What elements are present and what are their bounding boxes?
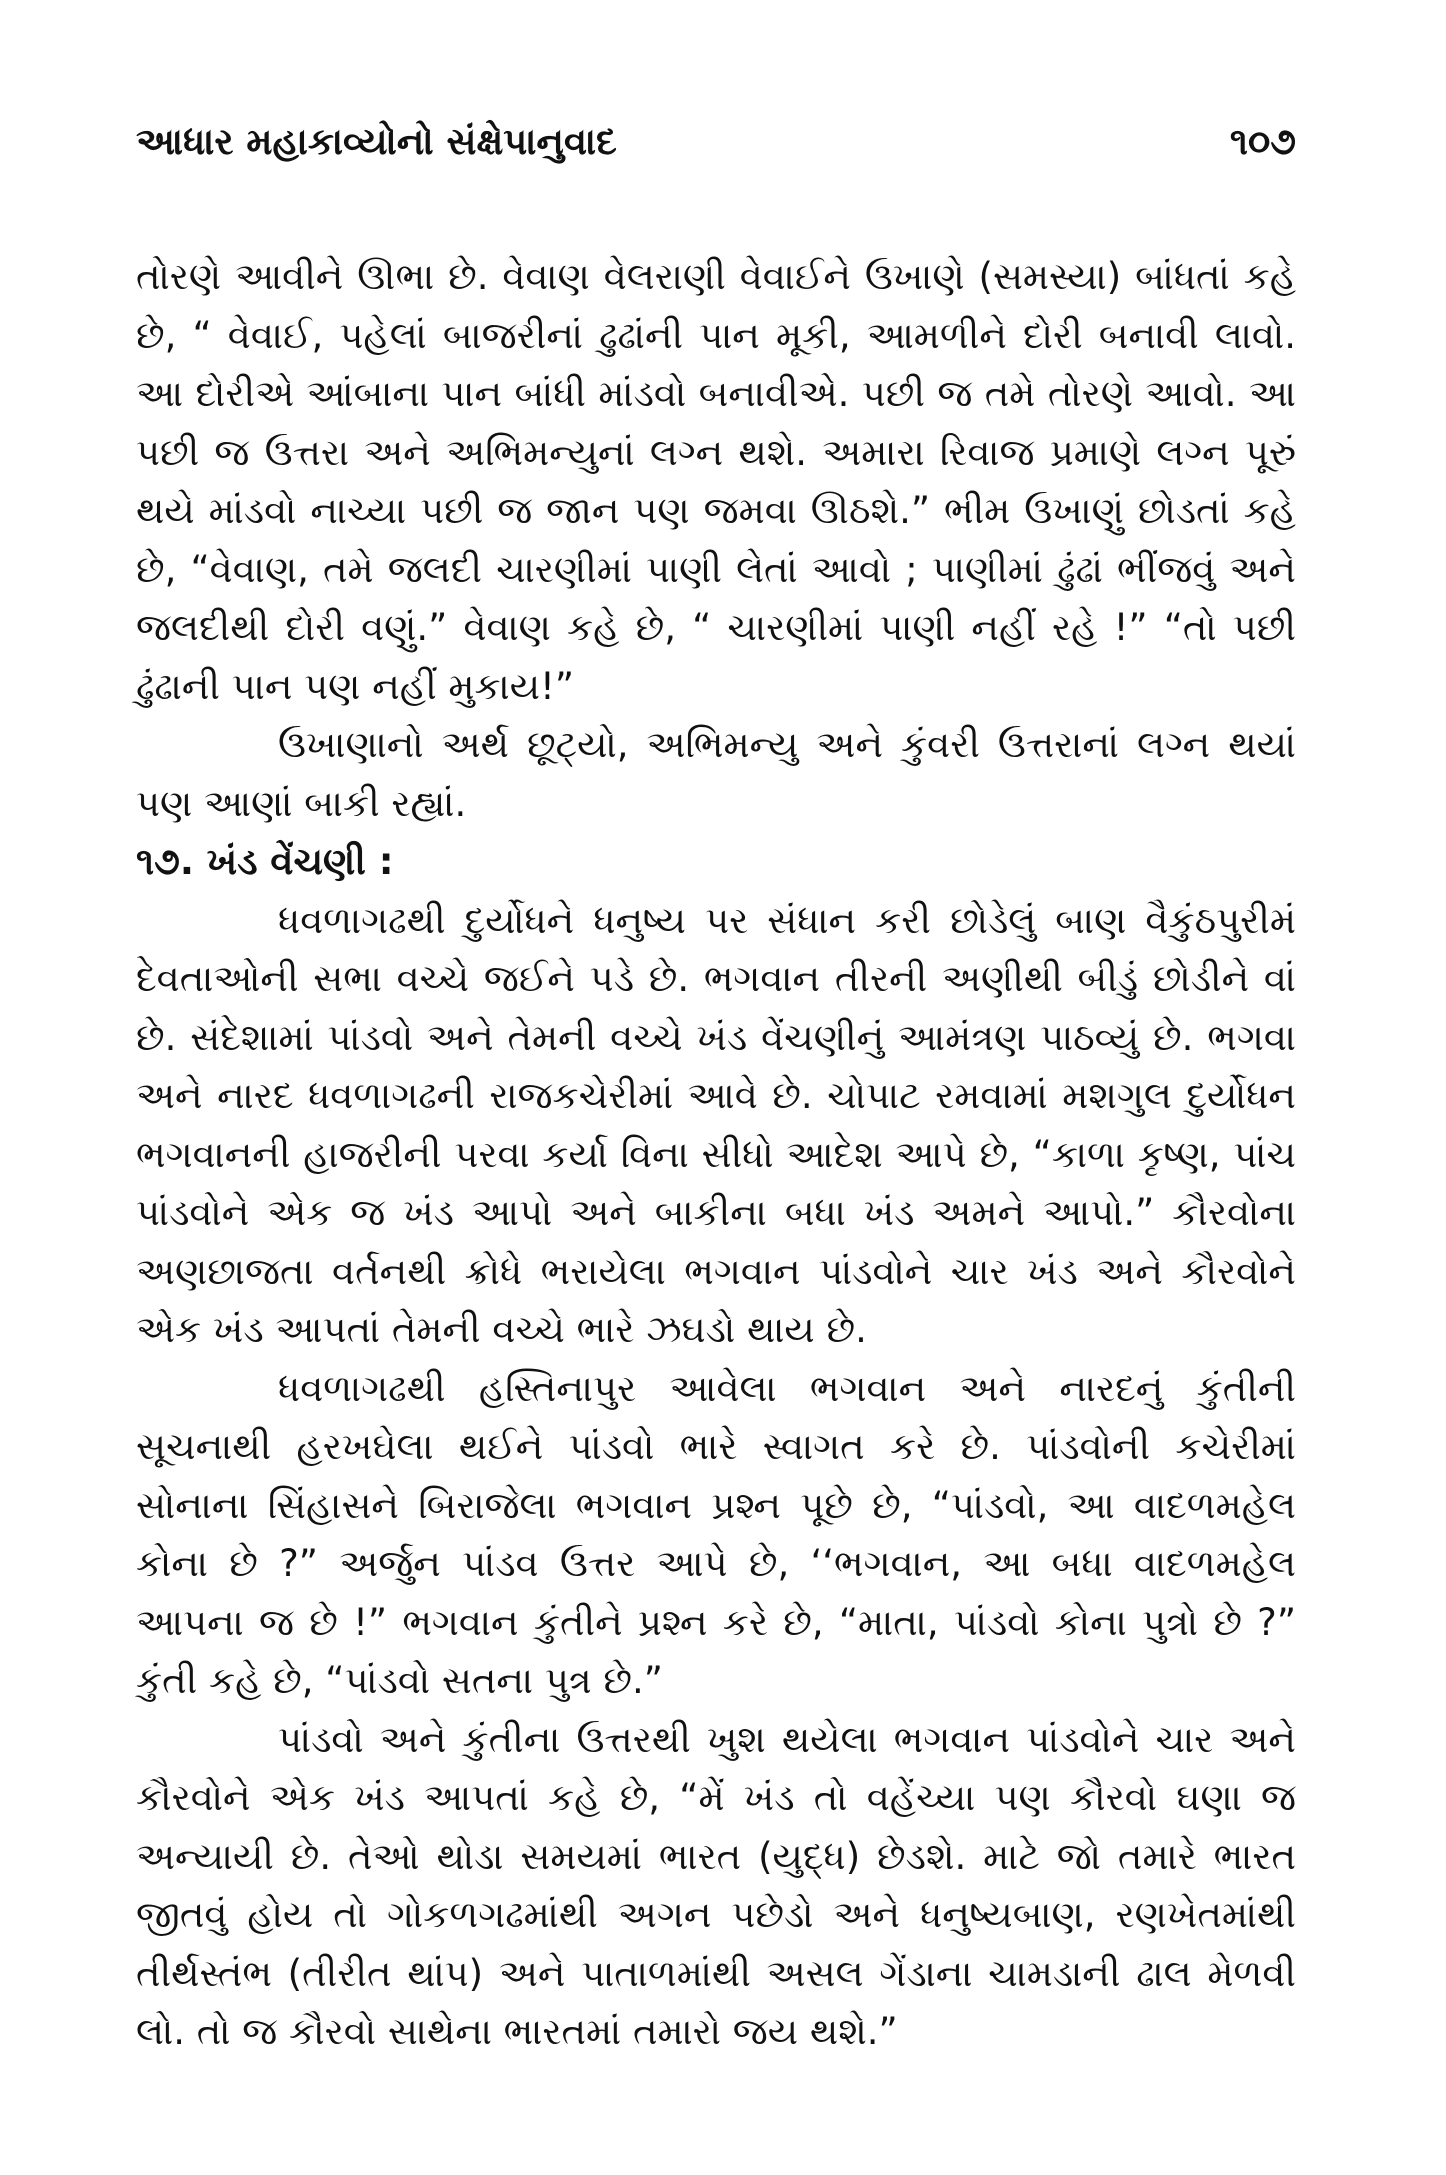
body-text	[136, 248, 1296, 2062]
page-number: ૧૦૭	[1229, 120, 1296, 163]
paragraph-section-2: ધવળાગઢથી હસ્તિનાપુર આવેલા ભગવાન અને નારદનું કુંતીની સૂચનાથી હરખઘેલા થઈને પાંડવો ભારે સ્વાગત કરે છે. પાંડવોની કચેરીમાં સોનાના સિંહાસને બિરાજેલા ભગવાન પ્રશ્ન પૂછે છે, “પાંડવો, આ વાદળમહેલ કોના છે ?” અર્જુન પાંડવ ઉત્તર આપે છે, ‘‘ભગવાન, આ બધા વાદળમહેલ આપના જ છે !” ભગવાન કુંતીને પ્રશ્ન કરે છે, “માતા, પાંડવો કોના પુત્રો છે ?” કુંતી કહે છે, “પાંડવો સતના પુત્ર છે.”	[136, 1366, 1296, 1702]
paragraph-section-1: ધવળાગઢથી દુર્યોધને ધનુષ્ય પર સંધાન કરી છોડેલું બાણ વૈકુંઠપુરીમં દેવતાઓની સભા વચ્ચે જઈને પડે છે. ભગવાન તીરની અણીથી બીડું છોડીને વાં છે. સંદેશામાં પાંડવો અને તેમની વચ્ચે ખંડ વેંચણીનું આમંત્રણ પાઠવ્યું છે. ભગવા અને નારદ ધવળાગઢની રાજકચેરીમાં આવે છે. ચોપાટ રમવામાં મશગુલ દુર્યોધન ભગવાનની હાજરીની પરવા કર્યા વિના સીધો આદેશ આપે છે, “કાળા કૃષ્ણ, પાંચ પાંડવોને એક જ ખંડ આપો અને બાકીના બધા ખંડ અમને આપો.” કૌરવોના અણછાજતા વર્તનથી ક્રોધે ભરાયેલા ભગવાન પાંડવોને ચાર ખંડ અને કૌરવોને એક ખંડ આપતાં તેમની વચ્ચે ભારે ઝઘડો થાય છે.	[136, 898, 1296, 1351]
paragraph-section-3: પાંડવો અને કુંતીના ઉત્તરથી ખુશ થયેલા ભગવાન પાંડવોને ચાર અને કૌરવોને એક ખંડ આપતાં કહે છે, “મેં ખંડ તો વહેંચ્યા પણ કૌરવો ઘણા જ અન્યાયી છે. તેઓ થોડા સમયમાં ભારત (યુદ્ધ) છેડશે. માટે જો તમારે ભારત જીતવું હોય તો ગોકળગઢમાંથી અગન પછેડો અને ધનુષ્યબાણ, રણખેતમાંથી તીર્થસ્તંભ (તીરીત થાંપ) અને પાતાળમાંથી અસલ ગેંડાના ચામડાની ઢાલ મેળવી લો. તો જ કૌરવો સાથેના ભારતમાં તમારો જય થશે.”	[136, 1717, 1296, 2053]
running-header	[136, 120, 1296, 180]
paragraph-riddle-meaning: ઉખાણાનો અર્થ છૂટ્યો, અભિમન્યુ અને કુંવરી ઉત્તરાનાં લગ્ન થયાં પણ આણાં બાકી રહ્યાં.	[136, 723, 1296, 825]
paragraph-continuation: તોરણે આવીને ઊભા છે. વેવાણ વેલરાણી વેવાઈને ઉખાણે (સમસ્યા) બાંધતાં કહે છે, “ વેવાઈ, પહેલાં બાજરીનાં ઢુઢાંની પાન મૂકી, આમળીને દોરી બનાવી લાવો. આ દોરીએ આંબાના પાન બાંધી માંડવો બનાવીએ. પછી જ તમે તોરણે આવો. આ પછી જ ઉત્તરા અને અભિમન્યુનાં લગ્ન થશે. અમારા રિવાજ પ્રમાણે લગ્ન પૂરું થયે માંડવો નાચ્યા પછી જ જાન પણ જમવા ઊઠશે.” ભીમ ઉખાણું છોડતાં કહે છે, “વેવાણ, તમે જલદી ચારણીમાં પાણી લેતાં આવો ; પાણીમાં ઢુંઢાં ભીંજવું અને જલદીથી દોરી વણું.” વેવાણ કહે છે, “ ચારણીમાં પાણી નહીં રહે !” “તો પછી ઢુંઢાની પાન પણ નહીં મુકાય!”	[136, 255, 1296, 708]
section-heading: ૧૭. ખંડ વેંચણી :	[136, 840, 394, 883]
running-title: આધાર મહાકાવ્યોનો સંક્ષેપાનુવાદ	[136, 120, 617, 163]
